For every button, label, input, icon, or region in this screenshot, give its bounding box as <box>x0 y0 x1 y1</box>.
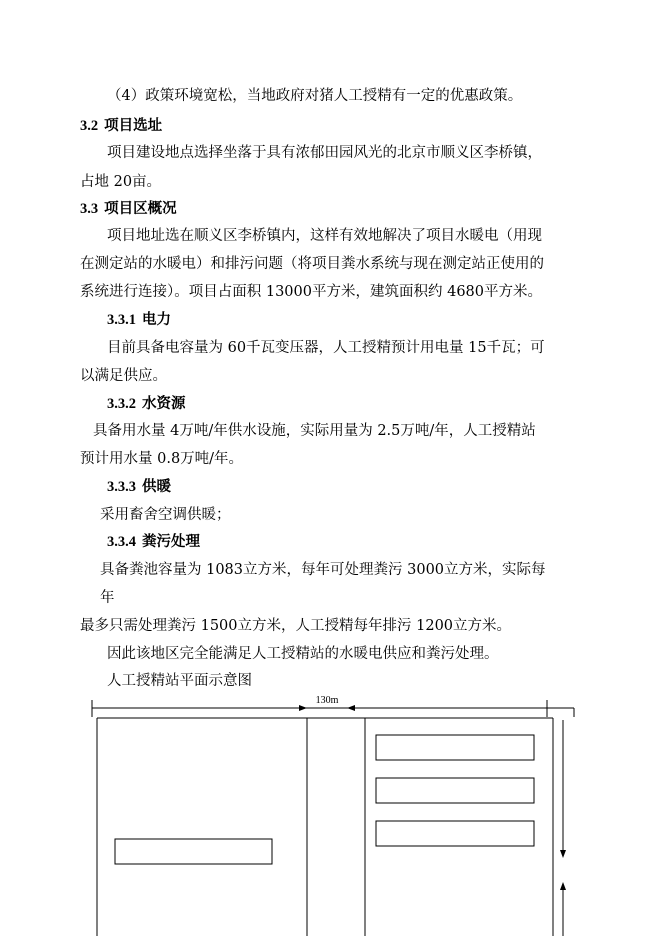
paragraph-power-line2: 以满足供应。 <box>80 368 167 384</box>
dimension-label: 130m <box>315 695 339 706</box>
heading-3-3-2 <box>107 394 186 414</box>
heading-3-2 <box>80 116 162 136</box>
room-right-1 <box>376 735 534 760</box>
paragraph-conclusion: 因此该地区完全能满足人工授精站的水暖电供应和粪污处理。 <box>107 646 499 662</box>
heading-number: 3.3.4 <box>107 534 136 550</box>
paragraph-overview-line2: 在测定站的水暖电）和排污问题（将项目粪水系统与现在测定站正使用的 <box>80 256 544 272</box>
heading-3-3 <box>80 199 177 219</box>
paragraph-water-line1: 具备用水量 4万吨/年供水设施，实际用量为 2.5万吨/年，人工授精站 <box>93 423 536 439</box>
room-left <box>115 839 272 864</box>
heading-3-3-4 <box>107 532 200 552</box>
heading-number: 3.2 <box>80 118 99 134</box>
paragraph-sewage-line2: 年 <box>100 590 115 606</box>
paragraph-sewage-line3: 最多只需处理粪污 1500立方米，人工授精每年排污 1200立方米。 <box>80 618 512 634</box>
paragraph-sewage-line1: 具备粪池容量为 1083立方米，每年可处理粪污 3000立方米，实际每 <box>100 562 546 578</box>
paragraph-overview-line1: 项目地址选在顺义区李桥镇内，这样有效地解决了项目水暖电（用现 <box>107 228 542 244</box>
paragraph-site-line1: 项目建设地点选择坐落于具有浓郁田园风光的北京市顺义区李桥镇， <box>107 145 542 161</box>
paragraph-water-line2: 预计用水量 0.8万吨/年。 <box>80 451 244 467</box>
paragraph-site-line2: 占地 20亩。 <box>80 174 162 190</box>
heading-number: 3.3.3 <box>107 479 136 495</box>
heading-number: 3.3 <box>80 201 99 217</box>
paragraph-policy: （4）政策环境宽松，当地政府对猪人工授精有一定的优惠政策。 <box>107 88 523 104</box>
heading-3-3-1 <box>107 310 171 330</box>
paragraph-heating: 采用畜舍空调供暖； <box>100 507 231 523</box>
heading-title: 粪污处理 <box>142 533 200 550</box>
room-right-3 <box>376 821 534 846</box>
heading-number: 3.3.2 <box>107 396 136 412</box>
paragraph-overview-line3: 系统进行连接）。项目占面积 13000平方米，建筑面积约 4680平方米。 <box>80 284 542 300</box>
heading-title: 供暖 <box>142 478 171 495</box>
room-right-2 <box>376 778 534 803</box>
arrow-down-icon <box>560 850 566 858</box>
arrow-up-icon <box>560 882 566 890</box>
arrow-right-icon <box>299 705 307 711</box>
paragraph-power-line1: 目前具备电容量为 60千瓦变压器，人工授精预计用电量 15千瓦；可 <box>107 340 545 356</box>
heading-title: 电力 <box>142 311 171 328</box>
heading-3-3-3 <box>107 477 171 497</box>
arrow-left-icon <box>347 705 355 711</box>
heading-title: 项目区概况 <box>104 200 177 217</box>
heading-title: 水资源 <box>142 395 186 412</box>
heading-title: 项目选址 <box>104 117 163 134</box>
heading-number: 3.3.1 <box>107 312 136 328</box>
site-plan-diagram <box>0 690 662 936</box>
diagram-caption: 人工授精站平面示意图 <box>107 673 252 689</box>
